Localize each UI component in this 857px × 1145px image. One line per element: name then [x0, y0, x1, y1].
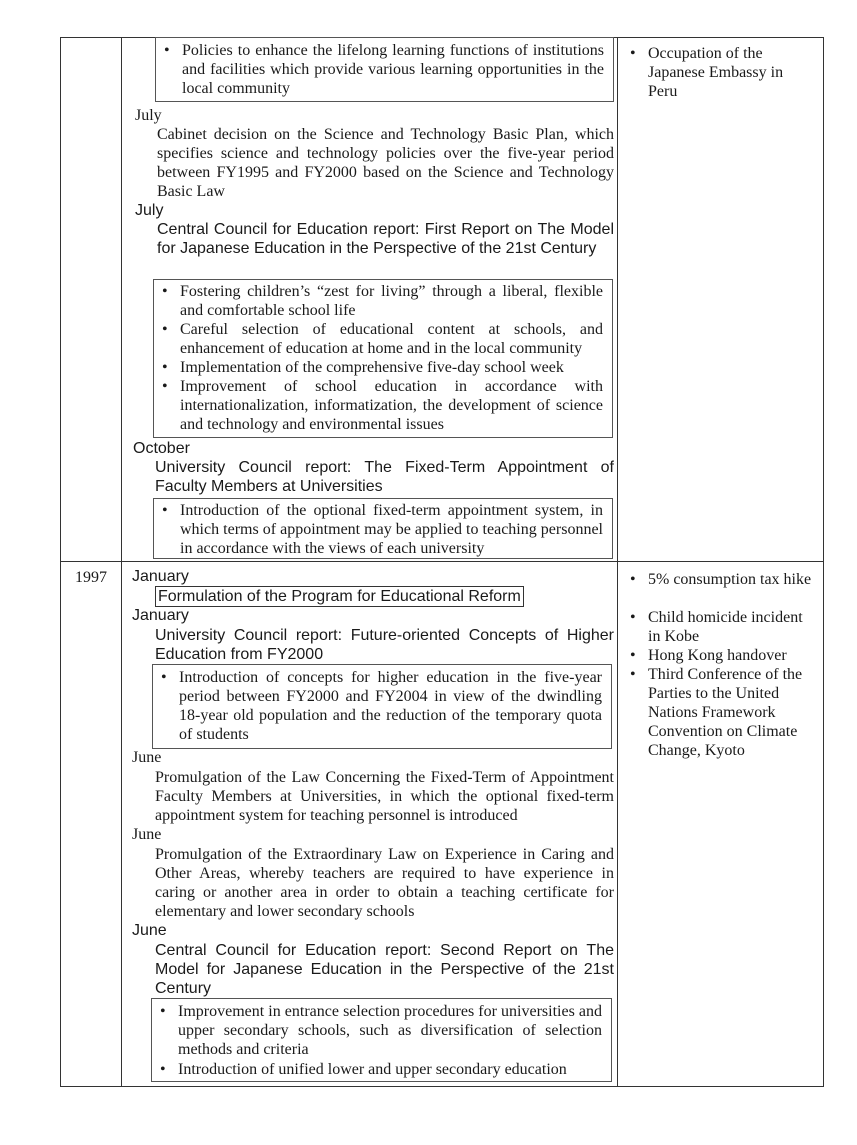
row-divider-1997 — [60, 561, 823, 562]
policy-bullet: • Careful selection of educational content at schools, and enhancement of education at home and in the local community — [162, 321, 603, 357]
year-label: 1997 — [75, 569, 107, 586]
entry-month: June — [132, 922, 167, 939]
entry-text: Promulgation of the Law Concerning the Fixed-Term of Appointment Faculty Members at Universities, in which the optional fixed-term appointment system for teaching personnel is introduced — [155, 769, 614, 824]
policy-bullet: • Fostering children’s “zest for living” through a liberal, flexible and comfortable school life — [162, 283, 603, 319]
event-item: • Hong Kong handover — [630, 646, 816, 665]
entry-text: University Council report: The Fixed-Term Appointment of Faculty Members at Universities — [155, 459, 614, 495]
policy-bullet: • Implementation of the comprehensive five-day school week — [162, 358, 603, 377]
policy-bullet-text: Improvement in entrance selection procedures for universities and upper secondary schools, such as diversification of selection methods and criteria — [178, 1003, 602, 1058]
entry-month: July — [135, 107, 162, 124]
policy-bullet: • Introduction of the optional fixed-term appointment system, in which terms of appointment may be applied to teaching personnel in accordance with the views of each university — [162, 502, 603, 557]
entry-month: June — [132, 749, 162, 766]
entry-month: October — [133, 440, 190, 457]
event-text: 5% consumption tax hike — [648, 571, 812, 588]
event-item: • Occupation of the Japanese Embassy in Peru — [630, 44, 816, 101]
event-text: Occupation of the Japanese Embassy in Peru — [648, 45, 784, 100]
program-title-box: Formulation of the Program for Educational Reform — [155, 586, 524, 607]
event-item: • 5% consumption tax hike — [630, 570, 816, 589]
event-item: • Child homicide incident in Kobe — [630, 608, 816, 646]
policy-bullet-text: Careful selection of educational content at schools, and enhancement of education at home and in the local community — [180, 321, 603, 357]
policy-bullet-text: Policies to enhance the lifelong learning functions of institutions and facilities which provide various learning opportunities in the local community — [182, 42, 604, 97]
event-item: • Third Conference of the Parties to the United Nations Framework Convention on Climate Change, Kyoto — [630, 665, 816, 760]
entry-text: Central Council for Education report: First Report on The Model for Japanese Education in the Perspective of the 21st Century — [157, 221, 614, 257]
policy-bullet-text: Introduction of the optional fixed-term appointment system, in which terms of appointment may be applied to teaching personnel in accordance with the views of each university — [180, 502, 603, 557]
entry-month: July — [135, 202, 164, 219]
entry-text: Cabinet decision on the Science and Technology Basic Plan, which specifies science and technology policies over the five-year period between FY1995 and FY2000 based on the Science and Technology Basic Law — [157, 126, 614, 200]
policy-bullet: • Introduction of unified lower and upper secondary education — [160, 1060, 602, 1079]
policy-bullet: • Improvement of school education in accordance with internationalization, informatization, the development of science and technology and environmental issues — [162, 378, 603, 433]
event-text: Third Conference of the Parties to the United Nations Framework Convention on Climate Change, Kyoto — [648, 666, 803, 759]
entry-text: Promulgation of the Extraordinary Law on Experience in Caring and Other Areas, whereby teachers are required to have experience in caring or another area in order to obtain a teaching certificate for elementary and lower secondary schools — [155, 846, 614, 920]
entry-month: January — [132, 607, 189, 624]
policy-bullet: • Improvement in entrance selection procedures for universities and upper secondary schools, such as diversification of selection methods and criteria — [160, 1003, 602, 1058]
entry-text: Central Council for Education report: Second Report on The Model for Japanese Education in the Perspective of the 21st Century — [155, 942, 614, 997]
policy-bullet-text: Improvement of school education in accordance with internationalization, informatization, the development of science and technology and environmental issues — [180, 378, 603, 433]
entry-month: June — [132, 826, 162, 843]
entry-text: University Council report: Future-oriented Concepts of Higher Education from FY2000 — [155, 627, 614, 663]
event-text: Hong Kong handover — [648, 647, 787, 664]
event-text: Child homicide incident in Kobe — [648, 609, 803, 645]
policy-bullet-text: Introduction of unified lower and upper secondary education — [178, 1061, 567, 1078]
entry-month: January — [132, 568, 189, 585]
policy-bullet-text: Implementation of the comprehensive five-day school week — [180, 359, 564, 376]
policy-bullet-text: Fostering children’s “zest for living” through a liberal, flexible and comfortable school life — [180, 283, 603, 319]
policy-bullet: • Policies to enhance the lifelong learning functions of institutions and facilities which provide various learning opportunities in the local community — [164, 42, 604, 97]
policy-bullet-text: Introduction of concepts for higher education in the five-year period between FY2000 and FY2004 in view of the dwindling 18-year old population and the reduction of the temporary quota of students — [179, 669, 602, 743]
policy-bullet: • Introduction of concepts for higher education in the five-year period between FY2000 and FY2004 in view of the dwindling 18-year old population and the reduction of the temporary quota of students — [161, 669, 602, 743]
